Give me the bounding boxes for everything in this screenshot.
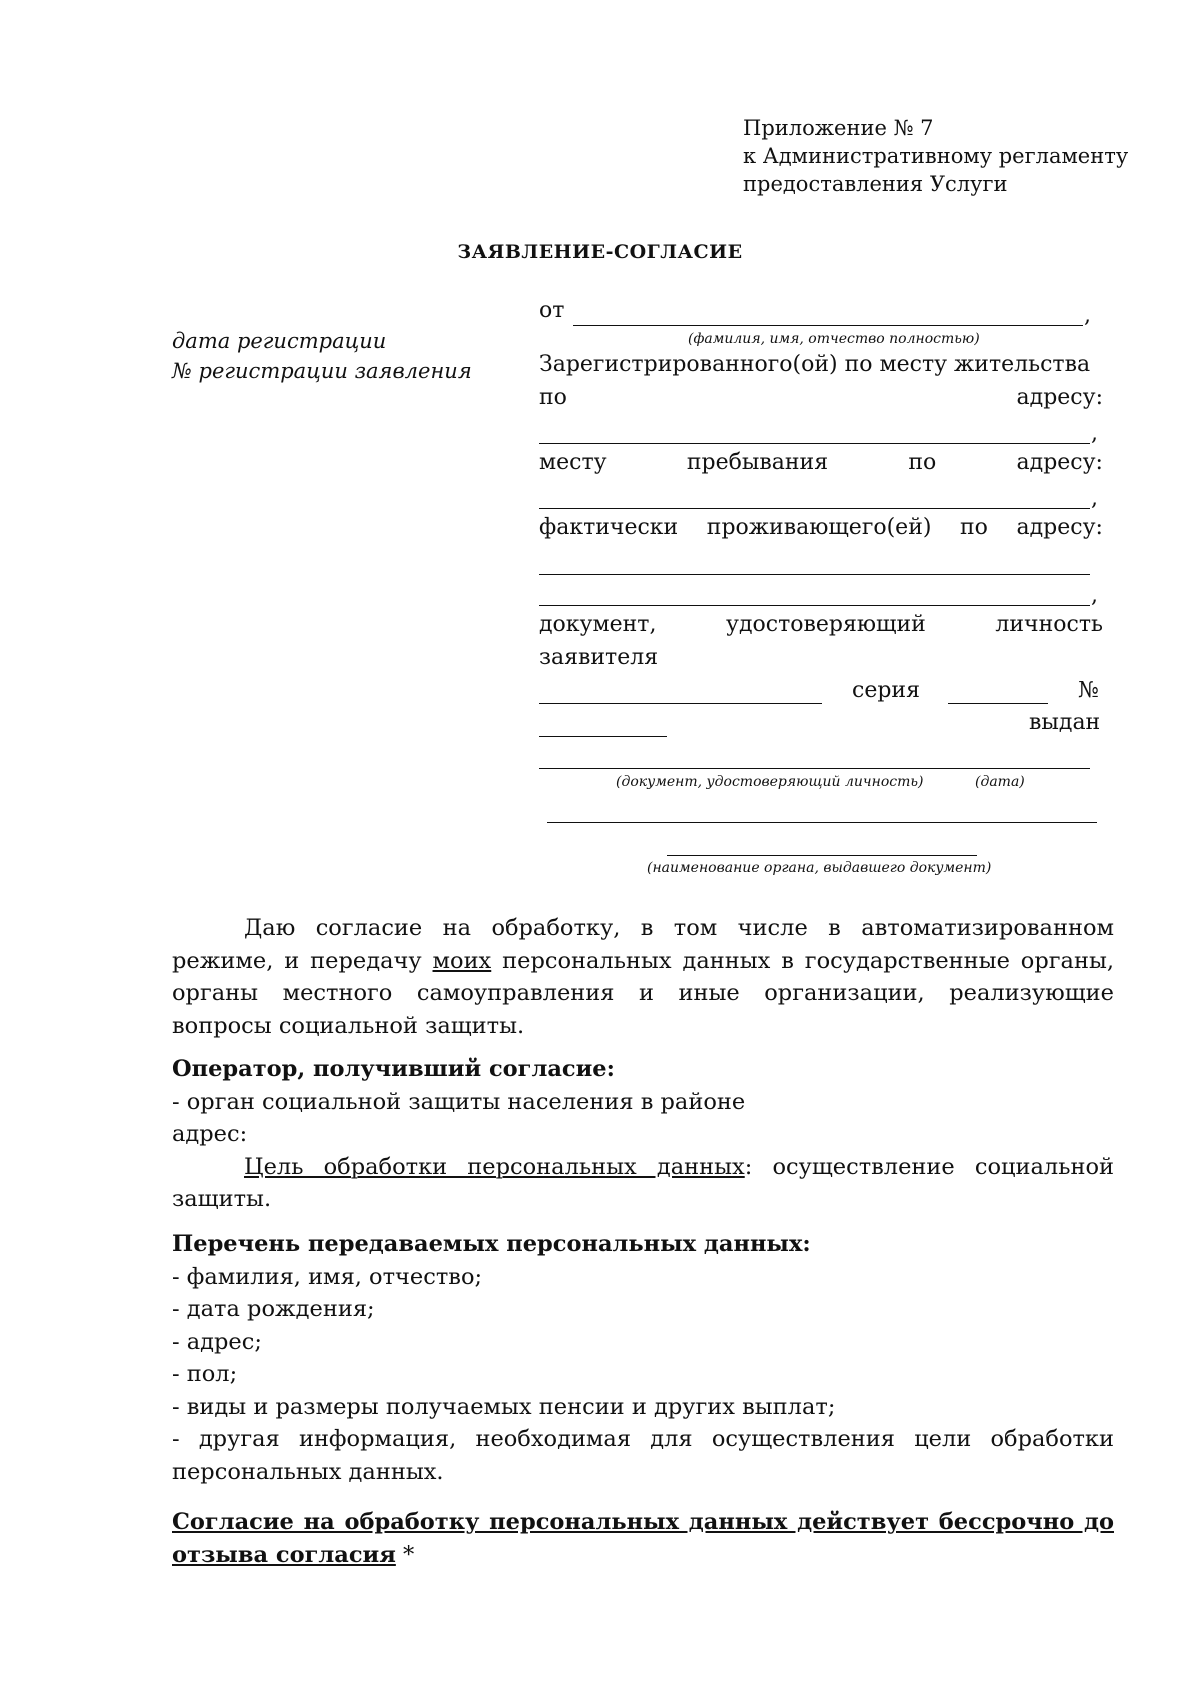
doc-word-3: личность: [995, 612, 1103, 637]
issued-word: выдан: [1029, 710, 1101, 735]
from-label: от: [539, 298, 565, 323]
operator-block: [172, 1053, 1114, 1216]
by-word: по: [539, 385, 567, 410]
series-field[interactable]: [948, 703, 1048, 704]
list-item: - фамилия, имя, отчество;: [172, 1263, 483, 1290]
data-list-block: [172, 1228, 1114, 1488]
consent-text-end: персональных данных в государственные органы, органы местного самоуправления и иные организации, реализующие вопросы социальной защиты.: [172, 947, 1115, 1039]
doc-caption: (документ, удостоверяющий личность): [616, 774, 924, 790]
list-item: - виды и размеры получаемых пенсии и других выплат;: [172, 1393, 836, 1420]
registration-date-label: дата регистрации: [172, 329, 387, 353]
residence-address-field[interactable]: [539, 443, 1090, 444]
validity-text: Согласие на обработку персональных данных действует бессрочно до отзыва согласия: [172, 1509, 1114, 1568]
actual-word-3: по: [960, 515, 988, 540]
fio-field[interactable]: [573, 325, 1083, 326]
residence-address-row: [539, 385, 1103, 410]
list-item: - дата рождения;: [172, 1296, 375, 1322]
purpose-text: : осуществление социальной защиты.: [172, 1153, 1114, 1212]
consent-text: [172, 912, 1114, 1042]
doc-word-1: документ,: [539, 612, 657, 637]
actual-word-2: проживающего(ей): [706, 515, 932, 540]
doc-row: [539, 612, 1103, 637]
consent-paragraph: [172, 912, 1114, 1042]
appendix-number: Приложение № 7: [743, 116, 934, 140]
validity-asterisk: *: [395, 1541, 415, 1568]
applicant-word: заявителя: [539, 645, 659, 670]
stay-address-field[interactable]: [539, 508, 1090, 509]
appendix-service: предоставления Услуги: [743, 172, 1008, 196]
registration-number-label: № регистрации заявления: [172, 359, 472, 383]
actual-address-field-1[interactable]: [539, 574, 1090, 575]
from-row: [539, 298, 1103, 323]
number-sign: №: [1078, 678, 1099, 703]
validity-block: [172, 1506, 1114, 1571]
list-item: - другая информация, необходимая для осуществления цели обработки персональных данных.: [172, 1426, 1114, 1485]
org-caption: (наименование органа, выдавшего документ): [647, 860, 992, 876]
actual-address-row: [539, 515, 1103, 540]
appendix-regulation: к Административному регламенту: [743, 144, 1129, 168]
issuing-org-field-2[interactable]: [667, 855, 977, 856]
stay-word-1: месту: [539, 450, 607, 475]
actual-word-1: фактически: [539, 515, 679, 540]
issued-field[interactable]: [539, 768, 1090, 769]
list-item: - адрес;: [172, 1328, 262, 1355]
fio-caption: (фамилия, имя, отчество полностью): [688, 331, 980, 347]
validity-paragraph: [172, 1506, 1114, 1571]
actual-comma: ,: [1091, 583, 1098, 608]
operator-heading: Оператор, получивший согласие:: [172, 1056, 615, 1082]
stay-address-row: [539, 450, 1103, 475]
residence-comma: ,: [1091, 421, 1098, 446]
doc-type-field[interactable]: [539, 703, 822, 704]
list-item: - пол;: [172, 1361, 238, 1387]
registration-block: [172, 326, 472, 386]
actual-word-4: адресу:: [1016, 515, 1103, 540]
address-word: адресу:: [1016, 385, 1103, 410]
data-list-heading: Перечень передаваемых персональных данных:: [172, 1231, 811, 1257]
stay-word-3: по: [908, 450, 937, 475]
stay-comma: ,: [1091, 486, 1098, 511]
document-title: ЗАЯВЛЕНИЕ-СОГЛАСИЕ: [457, 241, 743, 263]
fio-comma: ,: [1084, 303, 1091, 328]
operator-line: - орган социальной защиты населения в районе: [172, 1088, 746, 1115]
consent-text-mine: моих: [432, 947, 492, 974]
date-caption: (дата): [975, 774, 1025, 790]
actual-address-field-2[interactable]: [539, 605, 1090, 606]
doc-word-2: удостоверяющий: [726, 612, 926, 637]
stay-word-2: пребывания: [686, 450, 829, 475]
series-word: серия: [852, 678, 920, 703]
stay-word-4: адресу:: [1016, 450, 1103, 475]
number-field[interactable]: [539, 736, 667, 737]
purpose-label: Цель обработки персональных данных: [244, 1153, 745, 1180]
consent-text-start: Даю согласие на обработку, в том числе в автоматизированном режиме, и передачу: [172, 915, 1114, 974]
appendix-header: [743, 114, 1128, 198]
purpose-paragraph: [172, 1151, 1114, 1216]
registered-line: Зарегистрированного(ой) по месту жительства: [539, 352, 1091, 377]
operator-address: адрес:: [172, 1121, 248, 1147]
issuing-org-field[interactable]: [547, 822, 1097, 823]
